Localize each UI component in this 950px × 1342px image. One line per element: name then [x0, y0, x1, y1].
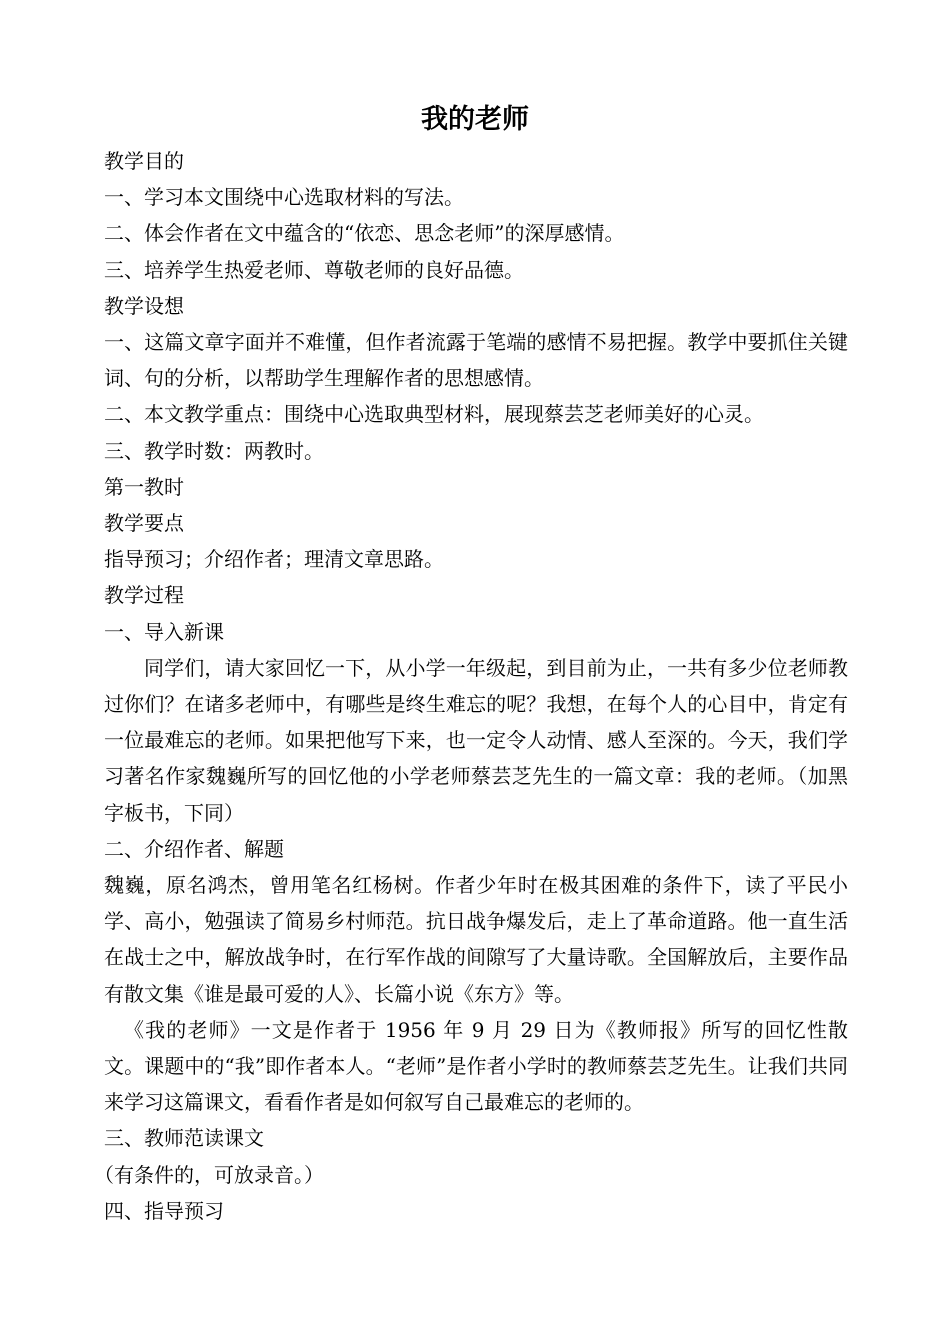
paragraph: 三、培养学生热爱老师、尊敬老师的良好品德。: [104, 257, 524, 282]
section-heading-first-lesson: 第一教时: [104, 474, 184, 499]
paragraph: 三、教学时数：两教时。: [104, 438, 324, 463]
paragraph: 魏巍，原名鸿杰，曾用笔名红杨树。作者少年时在极其困难的条件下，读了平民小学、高小，勉强读了简易乡村师范。抗日战争爆发后，走上了革命道路。他一直生活在战士之中，解放战争时，在行军作战的间隙写了大量诗歌。全国解放后，主要作品有散文集《谁是最可爱的人》、长篇小说《东方》等。: [104, 873, 848, 1006]
paragraph: 指导预习；介绍作者；理清文章思路。: [104, 547, 444, 572]
paragraph: 一、这篇文章字面并不难懂，但作者流露于笔端的感情不易把握。教学中要抓住关键词、句的分析，以帮助学生理解作者的思想感情。: [104, 330, 848, 391]
paragraph: 二、介绍作者、解题: [104, 836, 284, 861]
paragraph: 一、导入新课: [104, 619, 224, 644]
page-title: 我的老师: [421, 104, 529, 135]
paragraph: （有条件的，可放录音。）: [94, 1162, 324, 1187]
section-heading-process: 教学过程: [104, 583, 184, 608]
document-body: [94, 143, 848, 1229]
paragraph: 《我的老师》一文是作者于 1956 年 9 月 29 日为《教师报》所写的回忆性散文。课题中的“我”即作者本人。“老师”是作者小学时的教师蔡芸芝先生。让我们共同来学习这篇课文，看看作者是如何叙写自己最难忘的老师的。: [104, 1017, 848, 1115]
section-heading-key-points: 教学要点: [104, 511, 184, 536]
paragraph: 四、指导预习: [104, 1198, 224, 1223]
paragraph: 二、本文教学重点：围绕中心选取典型材料，展现蔡芸芝老师美好的心灵。: [104, 402, 764, 427]
paragraph: 三、教师范读课文: [104, 1126, 264, 1151]
section-heading-design: 教学设想: [104, 293, 184, 318]
paragraph: 一、学习本文围绕中心选取材料的写法。: [104, 185, 464, 210]
paragraph: 二、体会作者在文中蕴含的“依恋、思念老师”的深厚感情。: [104, 221, 625, 246]
section-heading-objectives: 教学目的: [104, 149, 184, 173]
paragraph: 同学们，请大家回忆一下，从小学一年级起，到目前为止，一共有多少位老师教过你们？在诸多老师中，有哪些是终生难忘的呢？我想，在每个人的心目中，肯定有一位最难忘的老师。如果把他写下来，也一定令人动情、感人至深的。今天，我们学习著名作家魏巍所写的回忆他的小学老师蔡芸芝先生的一篇文章：我的老师。（加黑字板书，下同）: [104, 655, 848, 825]
